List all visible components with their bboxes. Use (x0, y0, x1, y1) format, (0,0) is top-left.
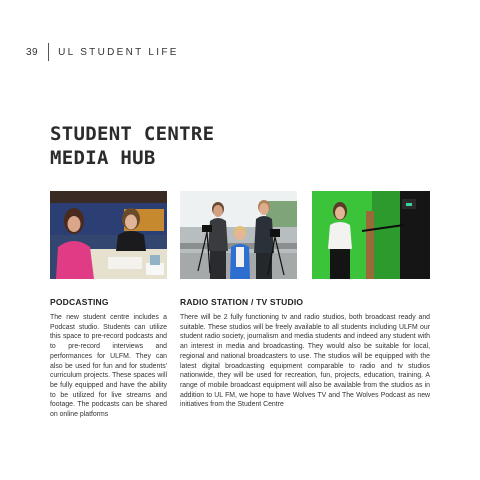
radio-tv-heading: RADIO STATION / TV STUDIO (180, 297, 304, 307)
radio-tv-body: There will be 2 fully functioning tv and radio studios, both broadcast ready and suitable. These studios will be freely available to all students including ULFM our student radio society, journalism and media students and indeed any student with an interest in media and broadcasting. They would also be suitable for local, regional and national broadcasters to use. The studios will be equipped with the latest digital broadcasting equipment comparable to radio and tv studios nationwide, they will be used for recreation, fun, projects, education, training. A range of mobile broadcast equipment will also be available from the studios as in addition to UL FM, we hope to have Wolves TV and The Wolves Podcast as new initiatives from the Student Centre (180, 314, 430, 409)
green-screen-studio-photo (312, 191, 430, 279)
radio-tv-crew-photo (180, 191, 297, 279)
page-header (26, 42, 179, 62)
podcast-studio-image (50, 191, 167, 279)
podcasting-heading: PODCASTING (50, 297, 109, 307)
radio-tv-crew-image (180, 191, 297, 279)
page-title-line-2: MEDIA HUB (50, 147, 156, 169)
podcasting-body: The new student centre includes a Podcast studio. Students can utilize this space to pre-record podcasts and to pre-record interviews and performances for ULFM. They can also be used for fun and for students' curriculum projects. These spaces will be fully equipped and have the ability to be utilized for live streams and footage. The podcasts can be shared on online platforms (50, 314, 167, 419)
green-screen-studio-image (312, 191, 430, 279)
header-divider (48, 43, 49, 61)
podcast-studio-photo (50, 191, 167, 279)
page-number: 39 (26, 46, 39, 58)
page-title-line-1: STUDENT CENTRE (50, 123, 215, 145)
page-title (50, 122, 214, 170)
section-name: UL STUDENT LIFE (58, 46, 179, 58)
